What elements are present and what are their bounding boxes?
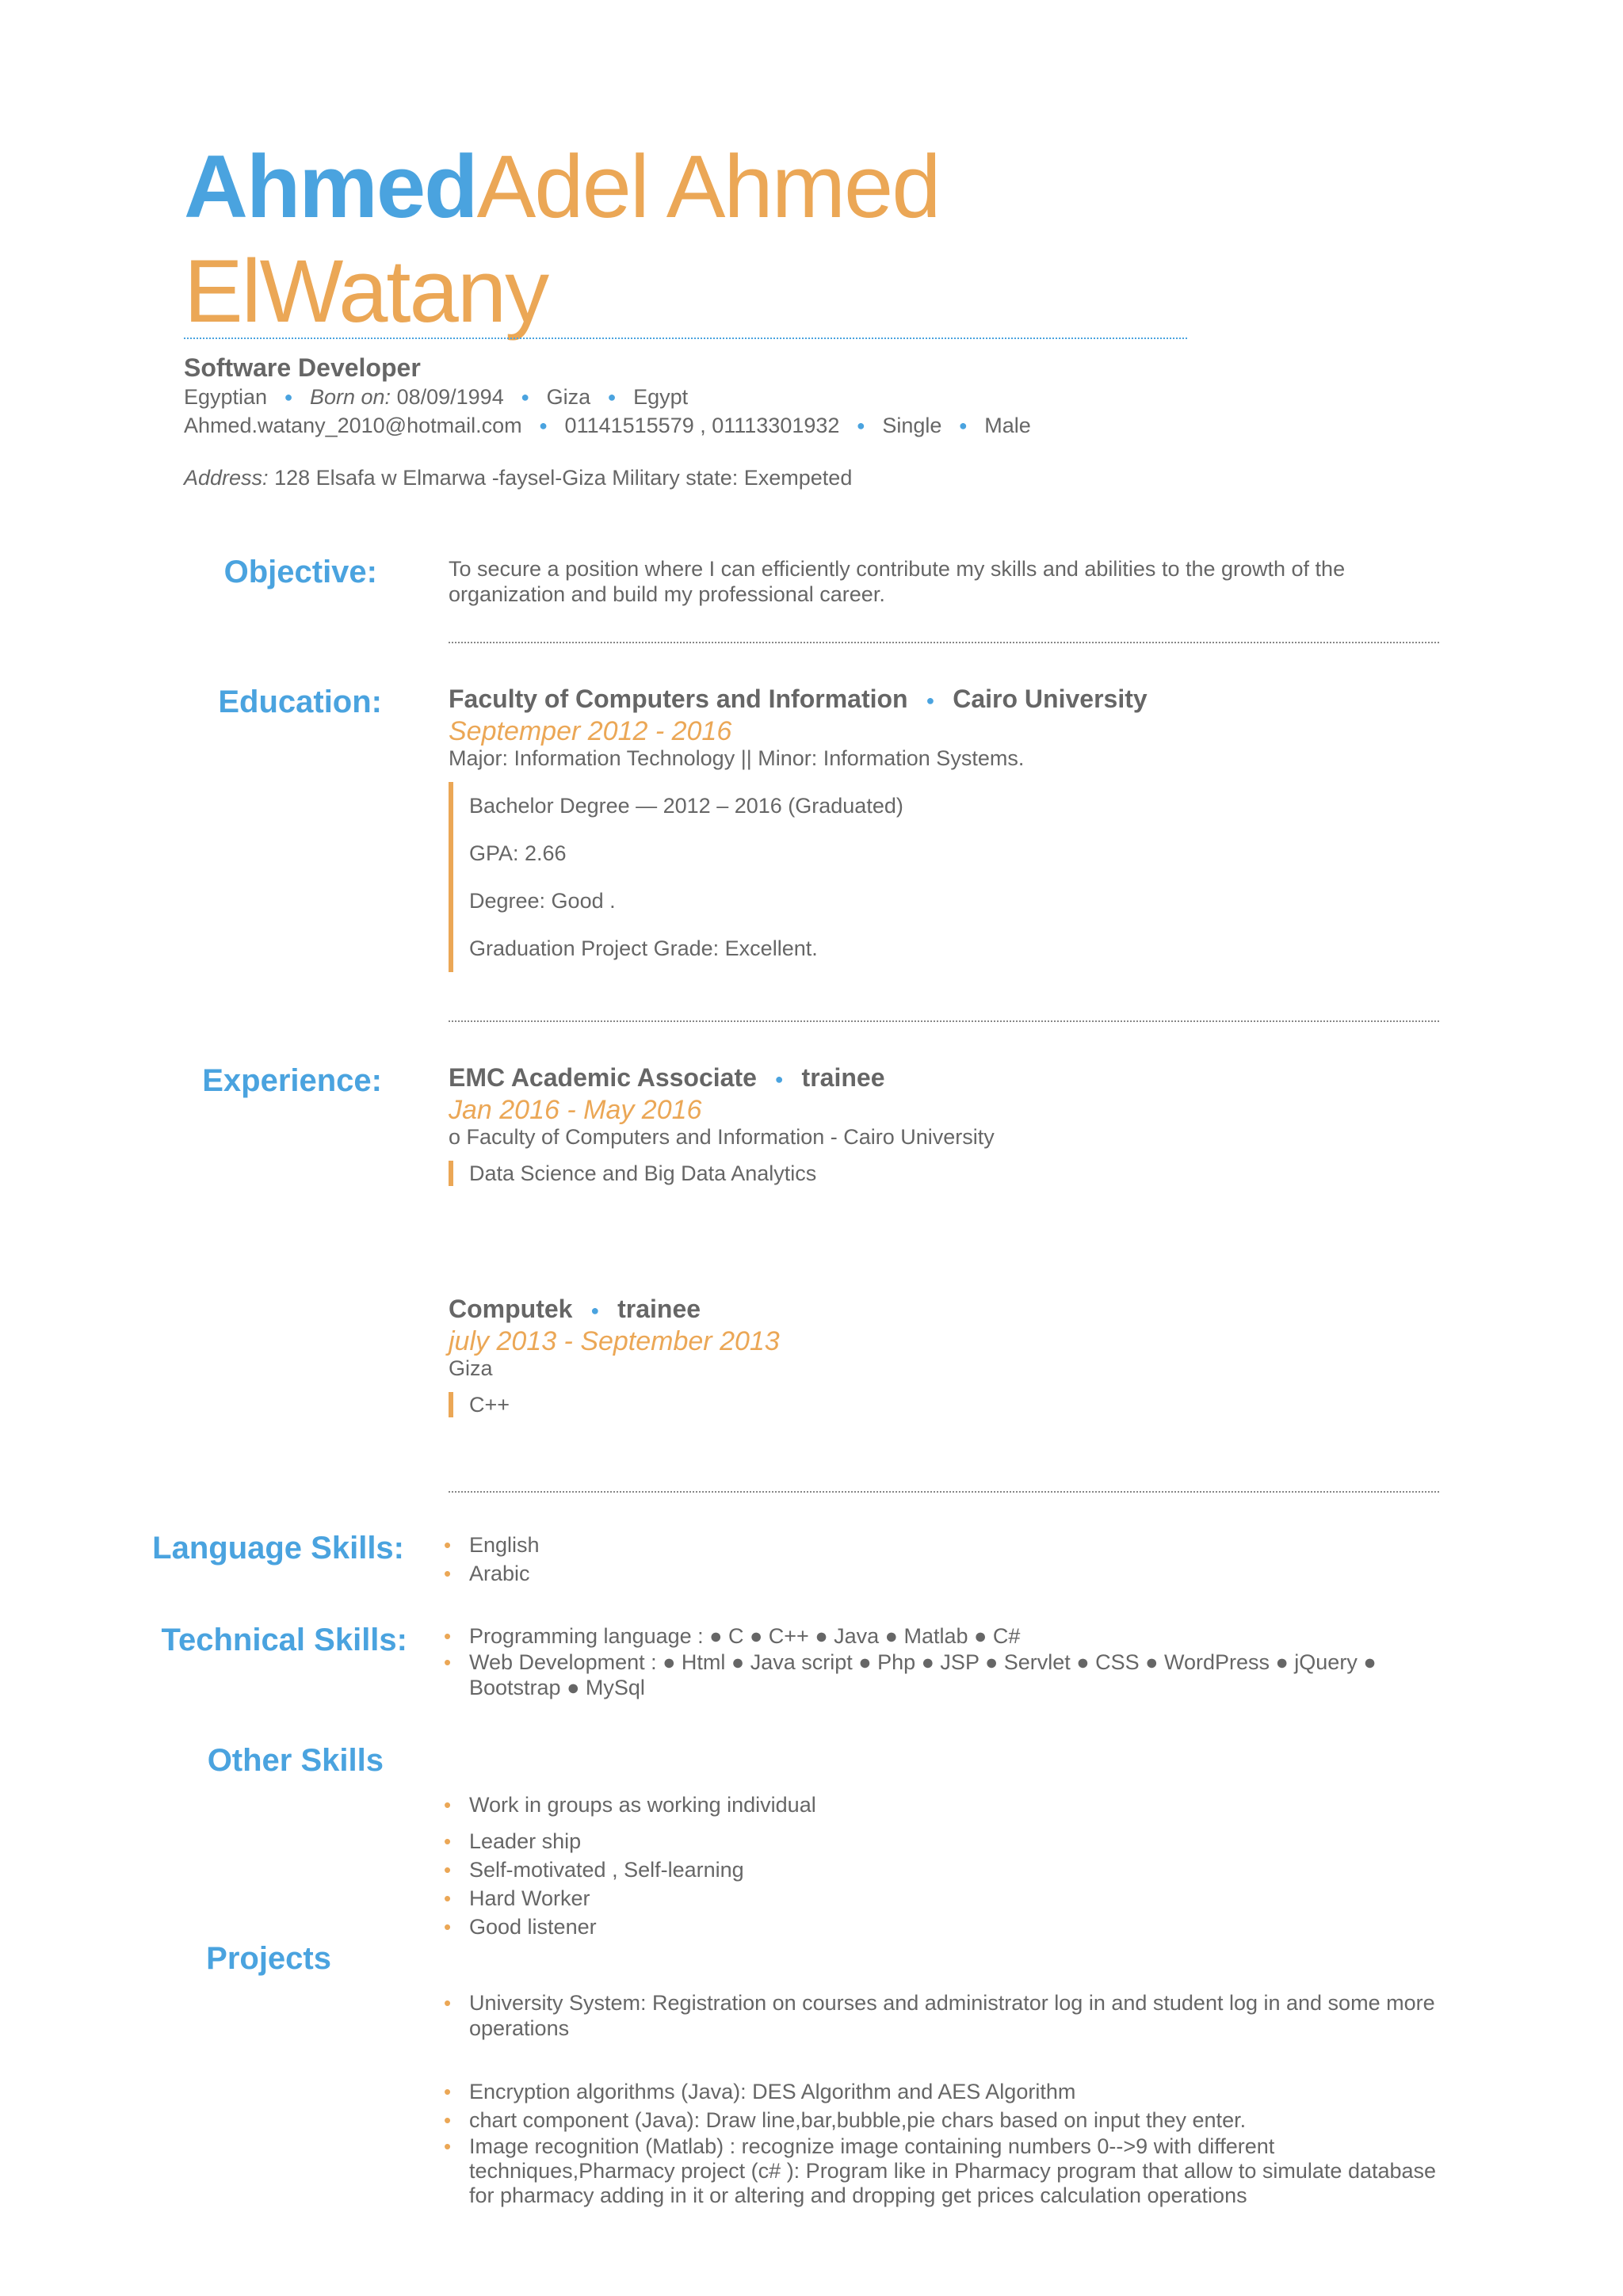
other-skills-heading: Other Skills [207,1743,384,1778]
job-details [449,1161,995,1186]
list-item: • Work in groups as working individual [444,1791,816,1819]
job-location: Giza [449,1356,493,1380]
education-dates: Septemper 2012 - 2016 [449,716,732,746]
job-detail: C++ [469,1393,510,1417]
job-details [449,1392,780,1417]
projects-list [444,1990,1442,2208]
company-name: Computek [449,1295,573,1323]
language-list [444,1531,540,1588]
phone-numbers: 01141515579 , 01113301932 [564,414,840,437]
nationality: Egyptian [184,385,268,409]
list-item: • Arabic [444,1559,540,1588]
list-item: • Web Development : ● Html ● Java script ● Php ● JSP ● Servlet ● CSS ● WordPress ● jQuery ● Bootstrap ● MySql [444,1650,1442,1700]
job-location: o Faculty of Computers and Information - Cairo University [449,1125,995,1149]
list-item: • Encryption algorithms (Java): DES Algorithm and AES Algorithm [444,2077,1442,2106]
address-line [184,466,852,490]
school-name: Faculty of Computers and Information [449,685,908,713]
email[interactable]: Ahmed.watany_2010@hotmail.com [184,414,522,437]
country: Egypt [633,385,689,409]
education-heading: Education: [218,685,382,719]
section-divider [449,1491,1439,1493]
born-label: Born on: [309,385,391,409]
personal-info-line1 [184,385,688,410]
job-role: trainee [617,1295,701,1323]
separator-dot: ● [521,389,530,405]
job-dates: july 2013 - September 2013 [449,1326,780,1356]
language-skills-heading: Language Skills: [152,1531,404,1566]
separator-dot: ● [856,418,865,433]
objective-text: To secure a position where I can efficiently contribute my skills and abilities to the growth of the organization and build my professional career. [449,557,1346,606]
education-entry [449,686,1148,972]
separator-dot: ● [607,389,617,405]
list-item: • chart component (Java): Draw line,bar,bubble,pie chars based on input they enter. [444,2106,1442,2134]
first-name: Ahmed [184,137,477,236]
technical-skills-heading: Technical Skills: [161,1623,407,1657]
name-divider [184,338,1187,339]
city: Giza [546,385,591,409]
gpa-line: GPA: 2.66 [469,841,567,865]
separator-dot: ● [590,1302,600,1318]
separator-dot: ● [539,418,548,433]
project-grade-line: Graduation Project Grade: Excellent. [469,936,818,960]
education-major: Major: Information Technology || Minor: Information Systems. [449,746,1025,770]
objective-heading: Objective: [223,555,377,589]
experience-heading: Experience: [202,1063,382,1098]
personal-info-line2 [184,414,1031,438]
job-dates: Jan 2016 - May 2016 [449,1095,702,1125]
separator-dot: ● [284,389,293,405]
list-item: • Image recognition (Matlab) : recognize image containing numbers 0-->9 with different techniques,Pharmacy project (c# ): Program like in Pharmacy program that allow to simulate database for pharmacy adding in it or altering and dropping get prices calculation operations [444,2134,1442,2208]
job-entry [449,1296,780,1417]
projects-heading: Projects [206,1941,331,1976]
section-divider [449,642,1439,643]
address: 128 Elsafa w Elmarwa -faysel-Giza Military state: Exempeted [274,466,853,490]
list-item: • Hard Worker [444,1884,816,1913]
born-date: 08/09/1994 [396,385,504,409]
list-item: • Good listener [444,1913,816,1941]
section-divider [449,1020,1439,1022]
address-label: Address: [184,466,269,490]
job-role: trainee [801,1063,885,1092]
separator-dot: ● [774,1071,784,1087]
education-details [449,782,1148,972]
list-item: • University System: Registration on courses and administrator log in and student log in and some more operations [444,1990,1442,2041]
middle-name: Adel Ahmed [476,137,940,236]
last-name: ElWatany [184,242,548,341]
other-skills-list [444,1791,816,1941]
list-item: • English [444,1531,540,1559]
company-name: EMC Academic Associate [449,1063,757,1092]
grade-line: Degree: Good . [469,889,616,913]
list-item: • Leader ship [444,1827,816,1855]
separator-dot: ● [926,692,935,708]
full-name [184,135,940,344]
list-item: • Programming language : ● C ● C++ ● Java ● Matlab ● C# [444,1623,1442,1650]
university-name: Cairo University [953,685,1148,713]
gender: Male [984,414,1031,437]
job-title: Software Developer [184,353,421,382]
list-item: • Self-motivated , Self-learning [444,1855,816,1884]
job-detail: Data Science and Big Data Analytics [469,1161,817,1185]
marital-status: Single [882,414,942,437]
degree-line: Bachelor Degree — 2012 – 2016 (Graduated) [469,794,903,818]
technical-list [444,1623,1442,1700]
job-entry [449,1065,995,1186]
separator-dot: ● [958,418,968,433]
